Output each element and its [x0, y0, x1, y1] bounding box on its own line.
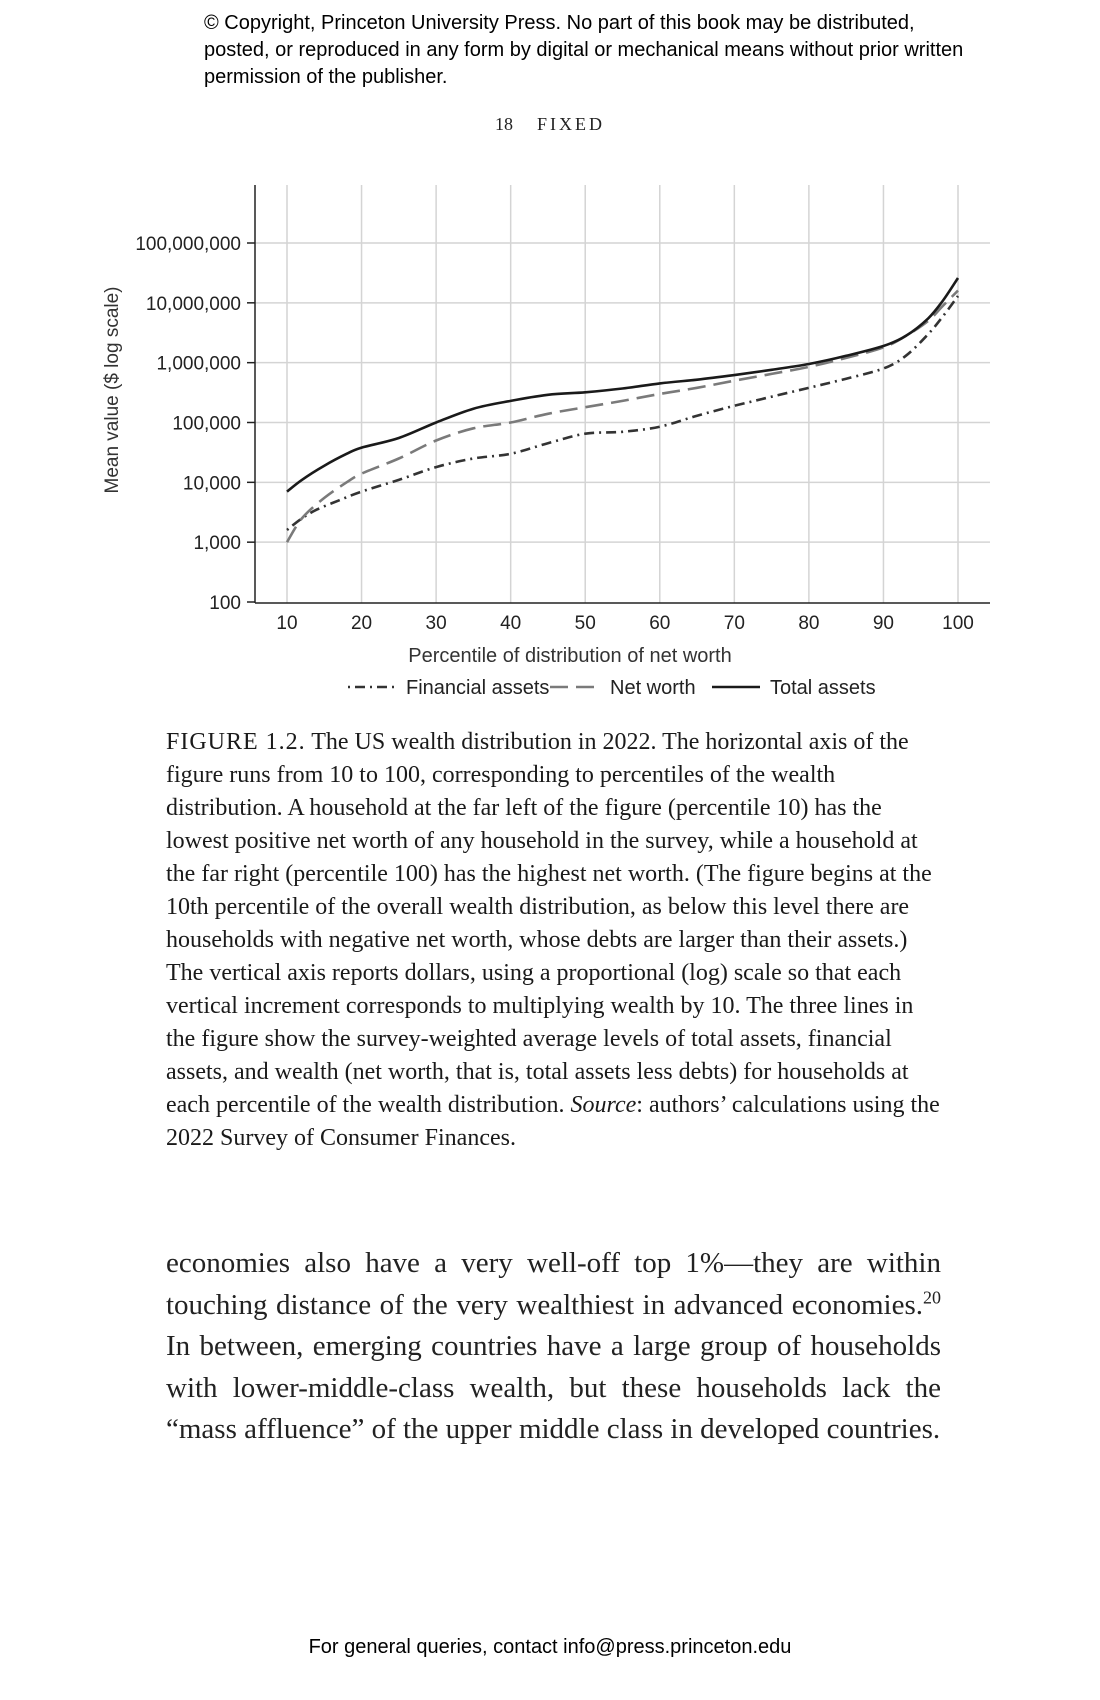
footnote-ref: 20 [923, 1286, 941, 1307]
chart-axes [247, 185, 990, 603]
chart-tick-labels [135, 234, 974, 634]
source-label: Source [570, 1092, 637, 1118]
running-head-title: FIXED [537, 114, 605, 134]
figure-caption [166, 726, 946, 1155]
legend-label-net-worth: Net worth [610, 677, 696, 699]
x-axis-label: Percentile of distribution of net worth [408, 645, 732, 667]
y-tick-label: 1,000,000 [156, 353, 241, 375]
figure-label: FIGURE 1.2. [166, 729, 306, 755]
chart-series [287, 278, 958, 542]
page-number: 18 [495, 114, 513, 134]
body-text-part2: In between, emerging countries have a large group of households with lower-middle-class wealth, but these households lack the “mass affluence” of the upper middle class in developed countries. [166, 1330, 941, 1445]
chart-grid [255, 185, 990, 603]
legend-label-total-assets: Total assets [770, 677, 876, 699]
x-tick-label: 100 [942, 613, 974, 634]
x-tick-label: 20 [350, 613, 373, 634]
running-head [0, 114, 1100, 135]
y-tick-label: 100,000,000 [135, 234, 241, 255]
x-tick-label: 80 [798, 613, 820, 634]
series-line-total-assets [287, 278, 958, 492]
x-tick-label: 30 [425, 613, 447, 634]
copyright-notice: © Copyright, Princeton University Press. No part of this book may be distributed, posted, or reproduced in any form by digital or mechanical means without prior written permission of the publisher. [204, 12, 964, 88]
y-tick-label: 100 [209, 593, 241, 614]
caption-text: The US wealth distribution in 2022. The horizontal axis of the figure runs from 10 to 100, corresponding to percentiles of the wealth distribution. A household at the far left of the figure (percentile 10) has the lowest positive net worth of any household in the survey, while a household at the far right (percentile 100) has the highest net worth. (The figure begins at the 10th percentile of the overall wealth distribution, as below this level there are households with negative net worth, whose debts are larger than their assets.) The vertical axis reports dollars, using a proportional (log) scale so that each vertical increment corresponds to multiplying wealth by 10. The three lines in the figure show the survey-weighted average levels of total assets, financial assets, and wealth (net worth, that is, total assets less debts) for households at each percentile of the wealth distribution. [166, 729, 932, 1118]
y-tick-label: 10,000 [182, 473, 241, 495]
x-tick-label: 10 [276, 613, 298, 634]
x-tick-label: 70 [723, 613, 745, 634]
caption-source-text: : authors’ calculations using the 2022 Survey of Consumer Finances. [166, 1092, 940, 1151]
legend-label-financial-assets: Financial assets [406, 677, 550, 699]
body-paragraph [166, 1243, 941, 1451]
y-tick-label: 1,000 [193, 533, 241, 555]
y-axis-label: Mean value ($ log scale) [102, 286, 123, 494]
x-tick-label: 50 [574, 613, 596, 634]
wealth-distribution-chart [0, 170, 1100, 710]
y-tick-label: 10,000,000 [145, 293, 241, 315]
series-line-financial-assets [287, 296, 958, 530]
body-text-part1: economies also have a very well-off top 1%—they are within touching distance of the very wealthiest in advanced economies. [166, 1247, 941, 1321]
chart-legend [348, 677, 876, 699]
x-tick-label: 60 [649, 613, 671, 634]
x-tick-label: 40 [500, 613, 522, 634]
y-tick-label: 100,000 [172, 413, 241, 435]
footer-contact: For general queries, contact info@press.princeton.edu [308, 1636, 792, 1658]
x-tick-label: 90 [872, 613, 895, 634]
series-line-net-worth [287, 291, 958, 543]
